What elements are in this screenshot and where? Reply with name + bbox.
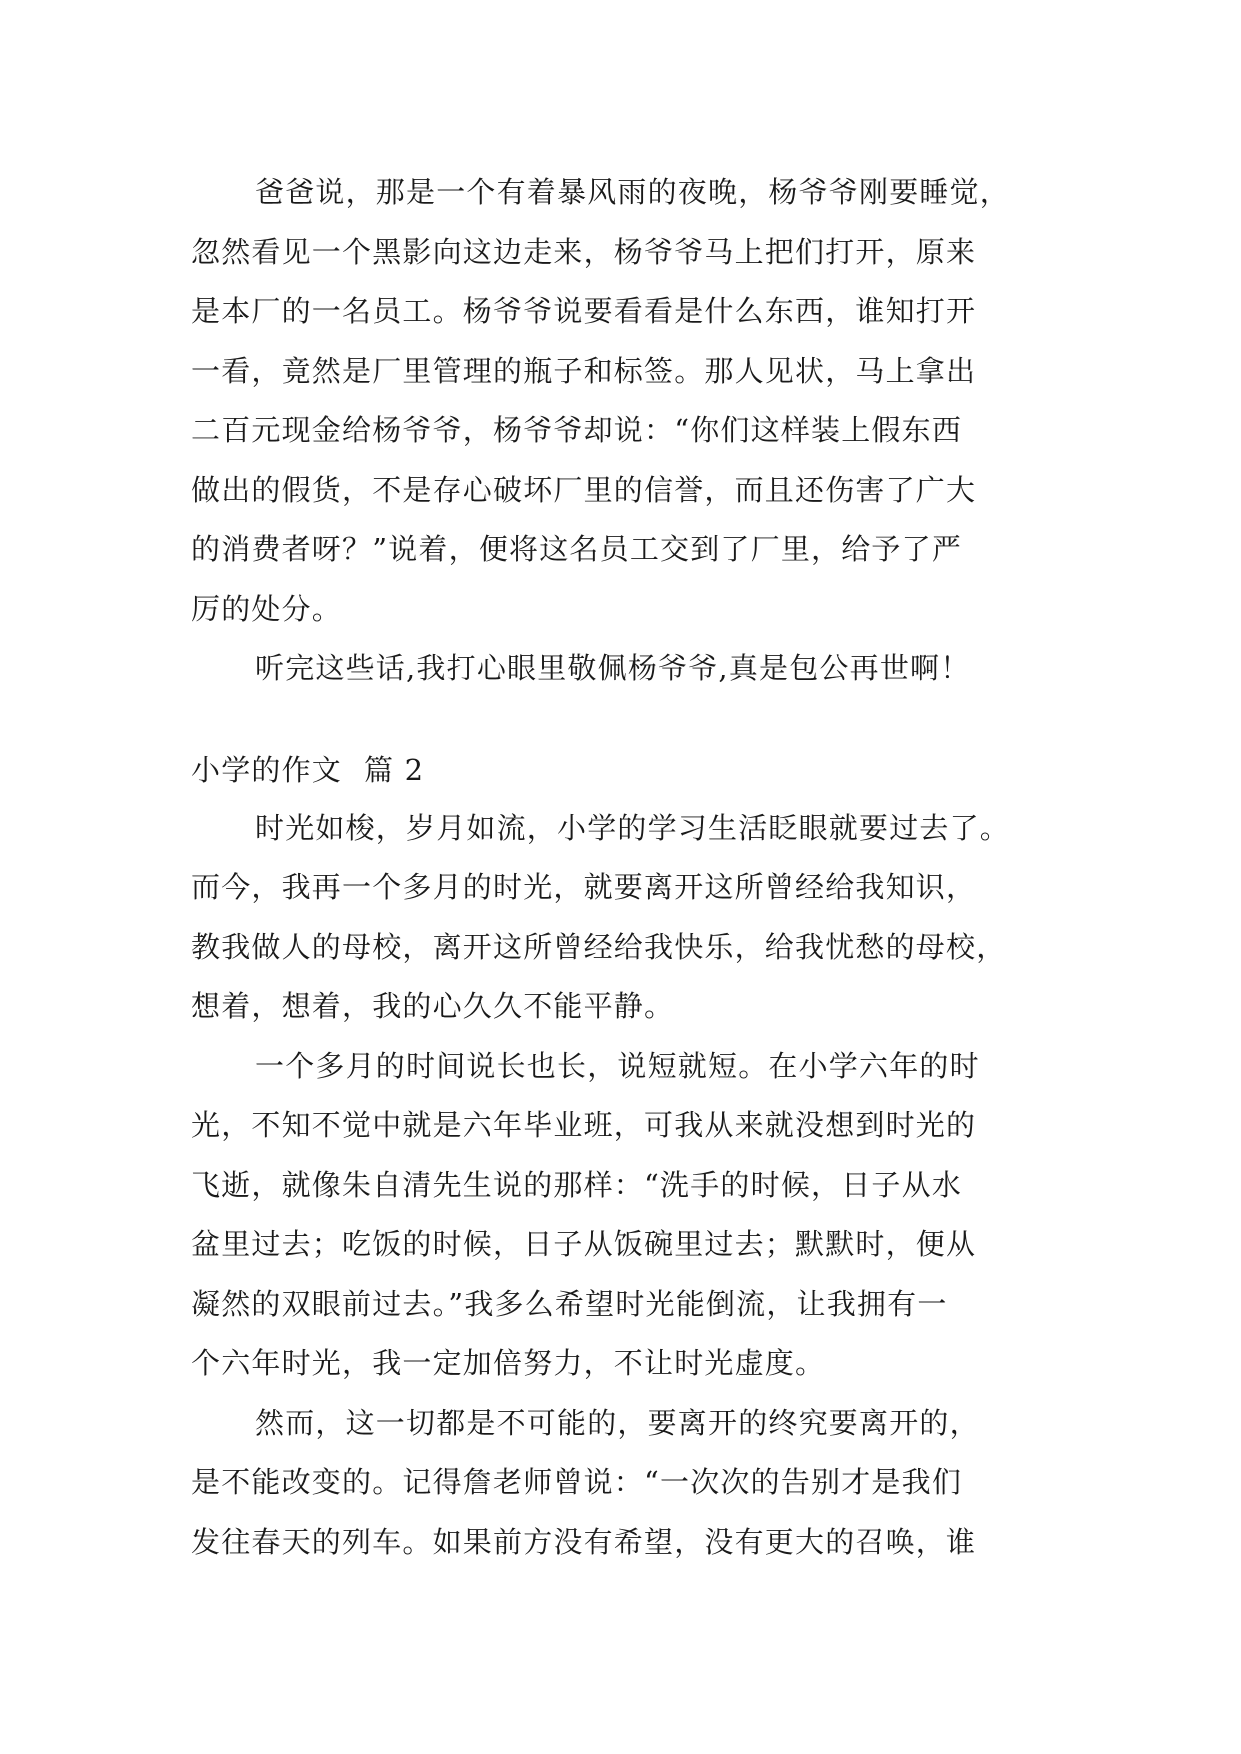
text-line: 是本厂的一名员工。杨爷爷说要看看是什么东西，谁知打开 <box>191 294 977 328</box>
text-line: 盆里过去；吃饭的时候，日子从饭碗里过去；默默时，便从 <box>191 1227 977 1261</box>
text-line: 一看，竟然是厂里管理的瓶子和标签。那人见状，马上拿出 <box>191 353 977 388</box>
paragraph-farewell <box>191 1394 1051 1573</box>
text-line: 然而，这一切都是不可能的，要离开的终究要离开的， <box>255 1405 980 1440</box>
text-line: 而今，我再一个多月的时光，就要离开这所曾经给我知识， <box>191 870 977 904</box>
text-line: 个六年时光，我一定加倍努力，不让时光虚度。 <box>191 1346 826 1380</box>
paragraph-time-passing <box>191 1037 1051 1394</box>
essay-title: 小学的作文 <box>191 752 343 787</box>
paragraph-story-ending <box>191 163 1051 639</box>
text-line: 飞逝，就像朱自清先生说的那样：“洗手的时候，日子从水 <box>191 1167 963 1202</box>
text-line: 忽然看见一个黑影向这边走来，杨爷爷马上把们打开，原来 <box>191 234 977 269</box>
text-line: 二百元现金给杨爷爷，杨爷爷却说：“你们这样装上假东西 <box>191 413 963 447</box>
text-line: 听完这些话,我打心眼里敬佩杨爷爷,真是包公再世啊！ <box>255 651 971 685</box>
paragraph-opening <box>191 799 1051 1037</box>
document-body <box>191 163 1051 1572</box>
text-line: 教我做人的母校，离开这所曾经给我快乐，给我忧愁的母校， <box>191 929 1007 964</box>
text-line: 做出的假货，不是存心破坏厂里的信誉，而且还伤害了广大 <box>191 472 977 507</box>
text-line: 的消费者呀？”说着，便将这名员工交到了厂里，给予了严 <box>191 532 963 566</box>
text-line: 厉的处分。 <box>191 591 343 626</box>
paragraph-conclusion <box>191 639 1051 699</box>
text-line: 一个多月的时间说长也长，说短就短。在小学六年的时 <box>255 1048 980 1083</box>
text-line: 是不能改变的。记得詹老师曾说：“一次次的告别才是我们 <box>191 1465 963 1499</box>
section-spacer <box>191 699 1051 741</box>
text-line: 凝然的双眼前过去。”我多么希望时光能倒流，让我拥有一 <box>191 1286 948 1321</box>
essay-part-number: 篇 2 <box>364 752 425 787</box>
text-line: 发往春天的列车。如果前方没有希望，没有更大的召唤，谁 <box>191 1524 977 1559</box>
text-line: 爸爸说，那是一个有着暴风雨的夜晚，杨爷爷刚要睡觉， <box>255 175 1011 209</box>
text-line: 想着，想着，我的心久久不能平静。 <box>191 989 675 1023</box>
essay-heading <box>191 741 1051 799</box>
text-line: 光，不知不觉中就是六年毕业班，可我从来就没想到时光的 <box>191 1108 977 1142</box>
text-line: 时光如梭，岁月如流，小学的学习生活眨眼就要过去了。 <box>255 810 1011 845</box>
